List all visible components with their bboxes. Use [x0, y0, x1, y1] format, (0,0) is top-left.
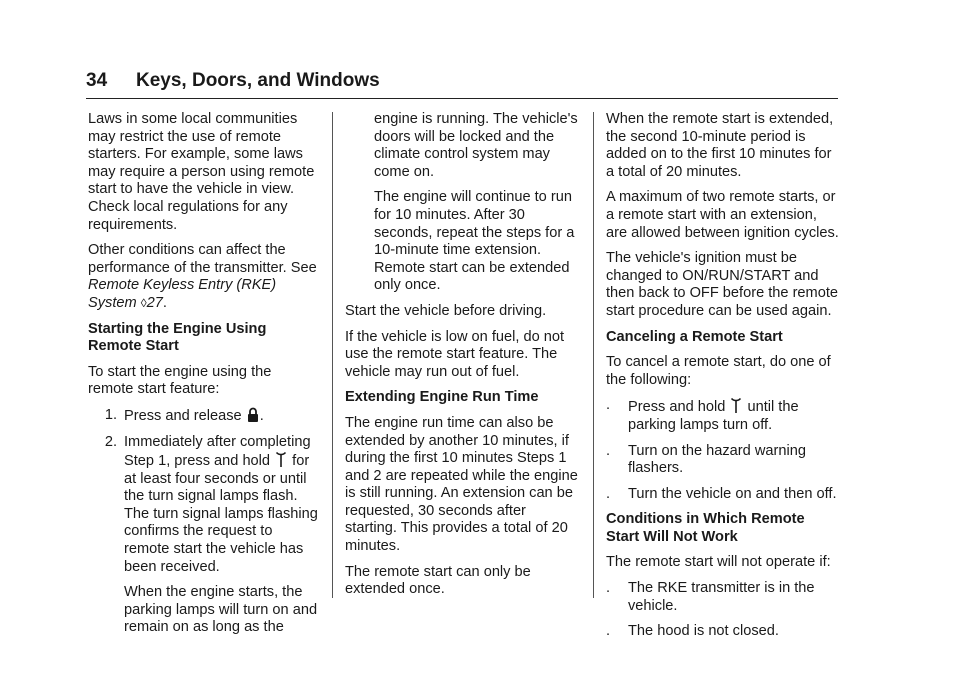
list-item: . The hood is not closed. — [606, 623, 779, 640]
paragraph: To start the engine using the remote start feature: — [88, 363, 272, 398]
paragraph: To cancel a remote start, do one of the following: — [606, 354, 831, 388]
cross-reference-link[interactable]: Remote Keyless Entry (RKE) System — [88, 277, 277, 311]
lock-icon — [247, 407, 259, 423]
paragraph: A maximum of two remote starts, or a remote start with an extension, are allowed between ignition cycles. — [606, 189, 839, 241]
bullet-mark: . — [606, 580, 611, 597]
paragraph: The vehicle's ignition must be changed to ON/RUN/START and then back to OFF before the remote start procedure can be used again. — [606, 250, 838, 319]
paragraph: If the vehicle is low on fuel, do not use the remote start feature. The vehicle may run out of fuel. — [345, 328, 565, 380]
section-heading: Canceling a Remote Start — [606, 328, 783, 345]
bullet-mark: . — [606, 623, 611, 640]
remote-start-icon — [730, 397, 742, 414]
paragraph: When the engine starts, the parking lamps will turn on and remain on as long as the — [124, 584, 318, 636]
list-item: . Press and hold until the parking lamps turn off. — [606, 397, 799, 433]
paragraph: Laws in some local communities may restrict the use of remote starters. For example, some laws may require a person using remote start to have the vehicle in view. Check local regulations for any requirements. — [88, 111, 315, 233]
header-rule — [86, 98, 838, 99]
paragraph: When the remote start is extended, the second 10-minute period is added on to the first 10 minutes for a total of 20 minutes. — [606, 111, 834, 180]
bullet-mark: . — [606, 442, 611, 459]
column-1 — [88, 111, 320, 645]
page-number: 34 — [86, 70, 108, 91]
column-3 — [606, 111, 840, 649]
column-2 — [345, 111, 581, 607]
bullet-mark: . — [606, 397, 611, 414]
section-heading: Starting the Engine Using Remote Start — [88, 320, 267, 355]
page-title: Keys, Doors, and Windows — [136, 70, 380, 91]
section-heading: Conditions in Which Remote Start Will Not Work — [606, 511, 805, 545]
list-item: . Turn the vehicle on and then off. — [606, 485, 837, 502]
section-heading: Extending Engine Run Time — [345, 389, 539, 406]
paragraph: engine is running. The vehicle's doors will be locked and the climate control system may come on. — [374, 111, 578, 180]
column-divider-1 — [332, 112, 333, 598]
page-header — [86, 72, 380, 90]
step-number: 1. — [104, 406, 117, 423]
column-divider-2 — [593, 112, 594, 598]
step-1: 1. Press and release . — [88, 407, 320, 426]
paragraph: The engine will continue to run for 10 minutes. After 30 seconds, repeat the steps for a 10-minute time extension. Remote start can be extended only once. — [374, 189, 575, 294]
list-item: . The RKE transmitter is in the vehicle. — [606, 580, 815, 614]
bullet-mark: . — [606, 485, 611, 502]
paragraph: The remote start can only be extended once. — [345, 563, 531, 598]
paragraph: Start the vehicle before driving. — [345, 302, 547, 319]
paragraph: The remote start will not operate if: — [606, 554, 831, 571]
step-2: 2. Immediately after completing Step 1, press and hold for at least four seconds or until the turn signal lamps flash. The turn signal lamps flashing confirms the request to remote start the vehicle has been received. — [88, 434, 320, 577]
list-item: . Turn on the hazard warning flashers. — [606, 442, 806, 477]
remote-start-icon — [275, 451, 287, 468]
step-number: 2. — [104, 433, 117, 450]
page-ref-arrow-icon: ◊ — [140, 295, 147, 310]
paragraph: The engine run time can also be extended by another 10 minutes, if during the first 10 minutes Steps 1 and 2 are repeated while the engine is still running. An extension can be requested, 30 seconds after starting. This provides a total of 20 minutes. — [345, 414, 578, 555]
paragraph-see-reference: Other conditions can affect the performance of the transmitter. See Remote Keyless Entry (RKE) System ◊27. — [88, 242, 317, 311]
page-ref-number[interactable]: 27 — [146, 294, 163, 311]
